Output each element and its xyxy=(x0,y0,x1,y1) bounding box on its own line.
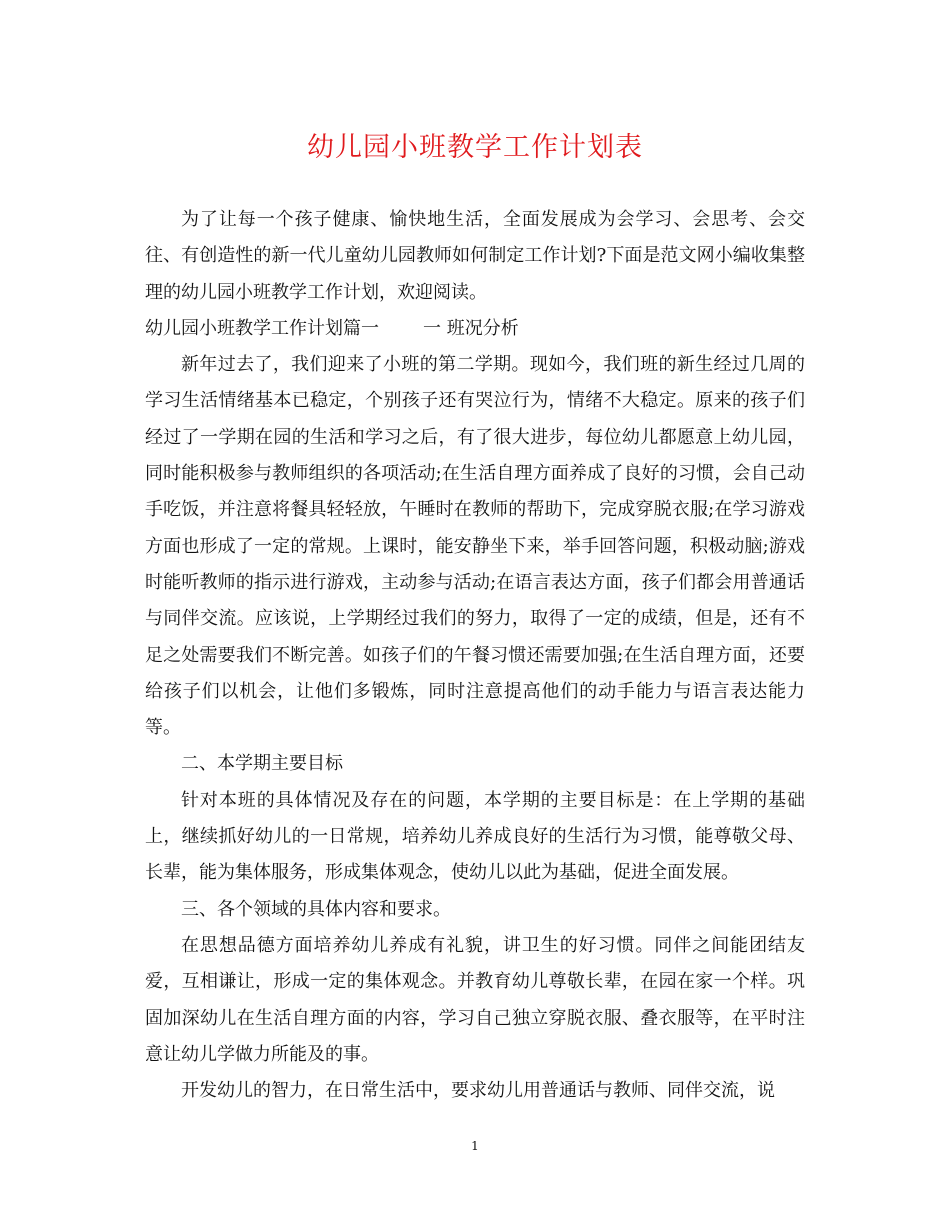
page-number: 1 xyxy=(471,1139,479,1153)
section-1-heading: 一 班况分析 xyxy=(423,317,519,339)
goals-paragraph: 针对本班的具体情况及存在的问题，本学期的主要目标是：在上学期的基础上，继续抓好幼儿的一日常规，培养幼儿养成良好的生活行为习惯，能尊敬父母、长辈，能为集体服务，形成集体观念，使幼儿以此为基础，促进全面发展。 xyxy=(145,789,805,884)
intelligence-paragraph: 开发幼儿的智力，在日常生活中，要求幼儿用普通话与教师、同伴交流，说 xyxy=(181,1080,775,1102)
section-2-heading: 二、本学期主要目标 xyxy=(181,753,343,775)
section-1-line xyxy=(145,311,805,347)
document-body xyxy=(145,202,805,1109)
moral-education-paragraph: 在思想品德方面培养幼儿养成有礼貌，讲卫生的好习惯。同伴之间能团结友爱，互相谦让，形成一定的集体观念。并教育幼儿尊敬长辈，在园在家一个样。巩固加深幼儿在生活自理方面的内容，学习自己独立穿脱衣服、叠衣服等，在平时注意让幼儿学做力所能及的事。 xyxy=(145,934,805,1065)
section-1-label: 幼儿园小班教学工作计划篇一 xyxy=(145,317,379,339)
section-3-heading: 三、各个领域的具体内容和要求。 xyxy=(181,898,451,920)
intro-paragraph: 为了让每一个孩子健康、愉快地生活，全面发展成为会学习、会思考、会交往、有创造性的新一代儿童幼儿园教师如何制定工作计划?下面是范文网小编收集整理的幼儿园小班教学工作计划，欢迎阅读。 xyxy=(145,209,805,303)
document-title: 幼儿园小班教学工作计划表 xyxy=(307,132,643,163)
class-analysis-paragraph: 新年过去了，我们迎来了小班的第二学期。现如今，我们班的新生经过几周的学习生活情绪基本已稳定，个别孩子还有哭泣行为，情绪不大稳定。原来的孩子们经过了一学期在园的生活和学习之后，有了很大进步，每位幼儿都愿意上幼儿园，同时能积极参与教师组织的各项活动;在生活自理方面养成了良好的习惯，会自己动手吃饭，并注意将餐具轻轻放，午睡时在教师的帮助下，完成穿脱衣服;在学习游戏方面也形成了一定的常规。上课时，能安静坐下来，举手回答问题，积极动脑;游戏时能听教师的指示进行游戏，主动参与活动;在语言表达方面，孩子们都会用普通话与同伴交流。应该说，上学期经过我们的努力，取得了一定的成绩，但是，还有不足之处需要我们不断完善。如孩子们的午餐习惯还需要加强;在生活自理方面，还要给孩子们以机会，让他们多锻炼，同时注意提高他们的动手能力与语言表达能力等。 xyxy=(145,354,805,739)
